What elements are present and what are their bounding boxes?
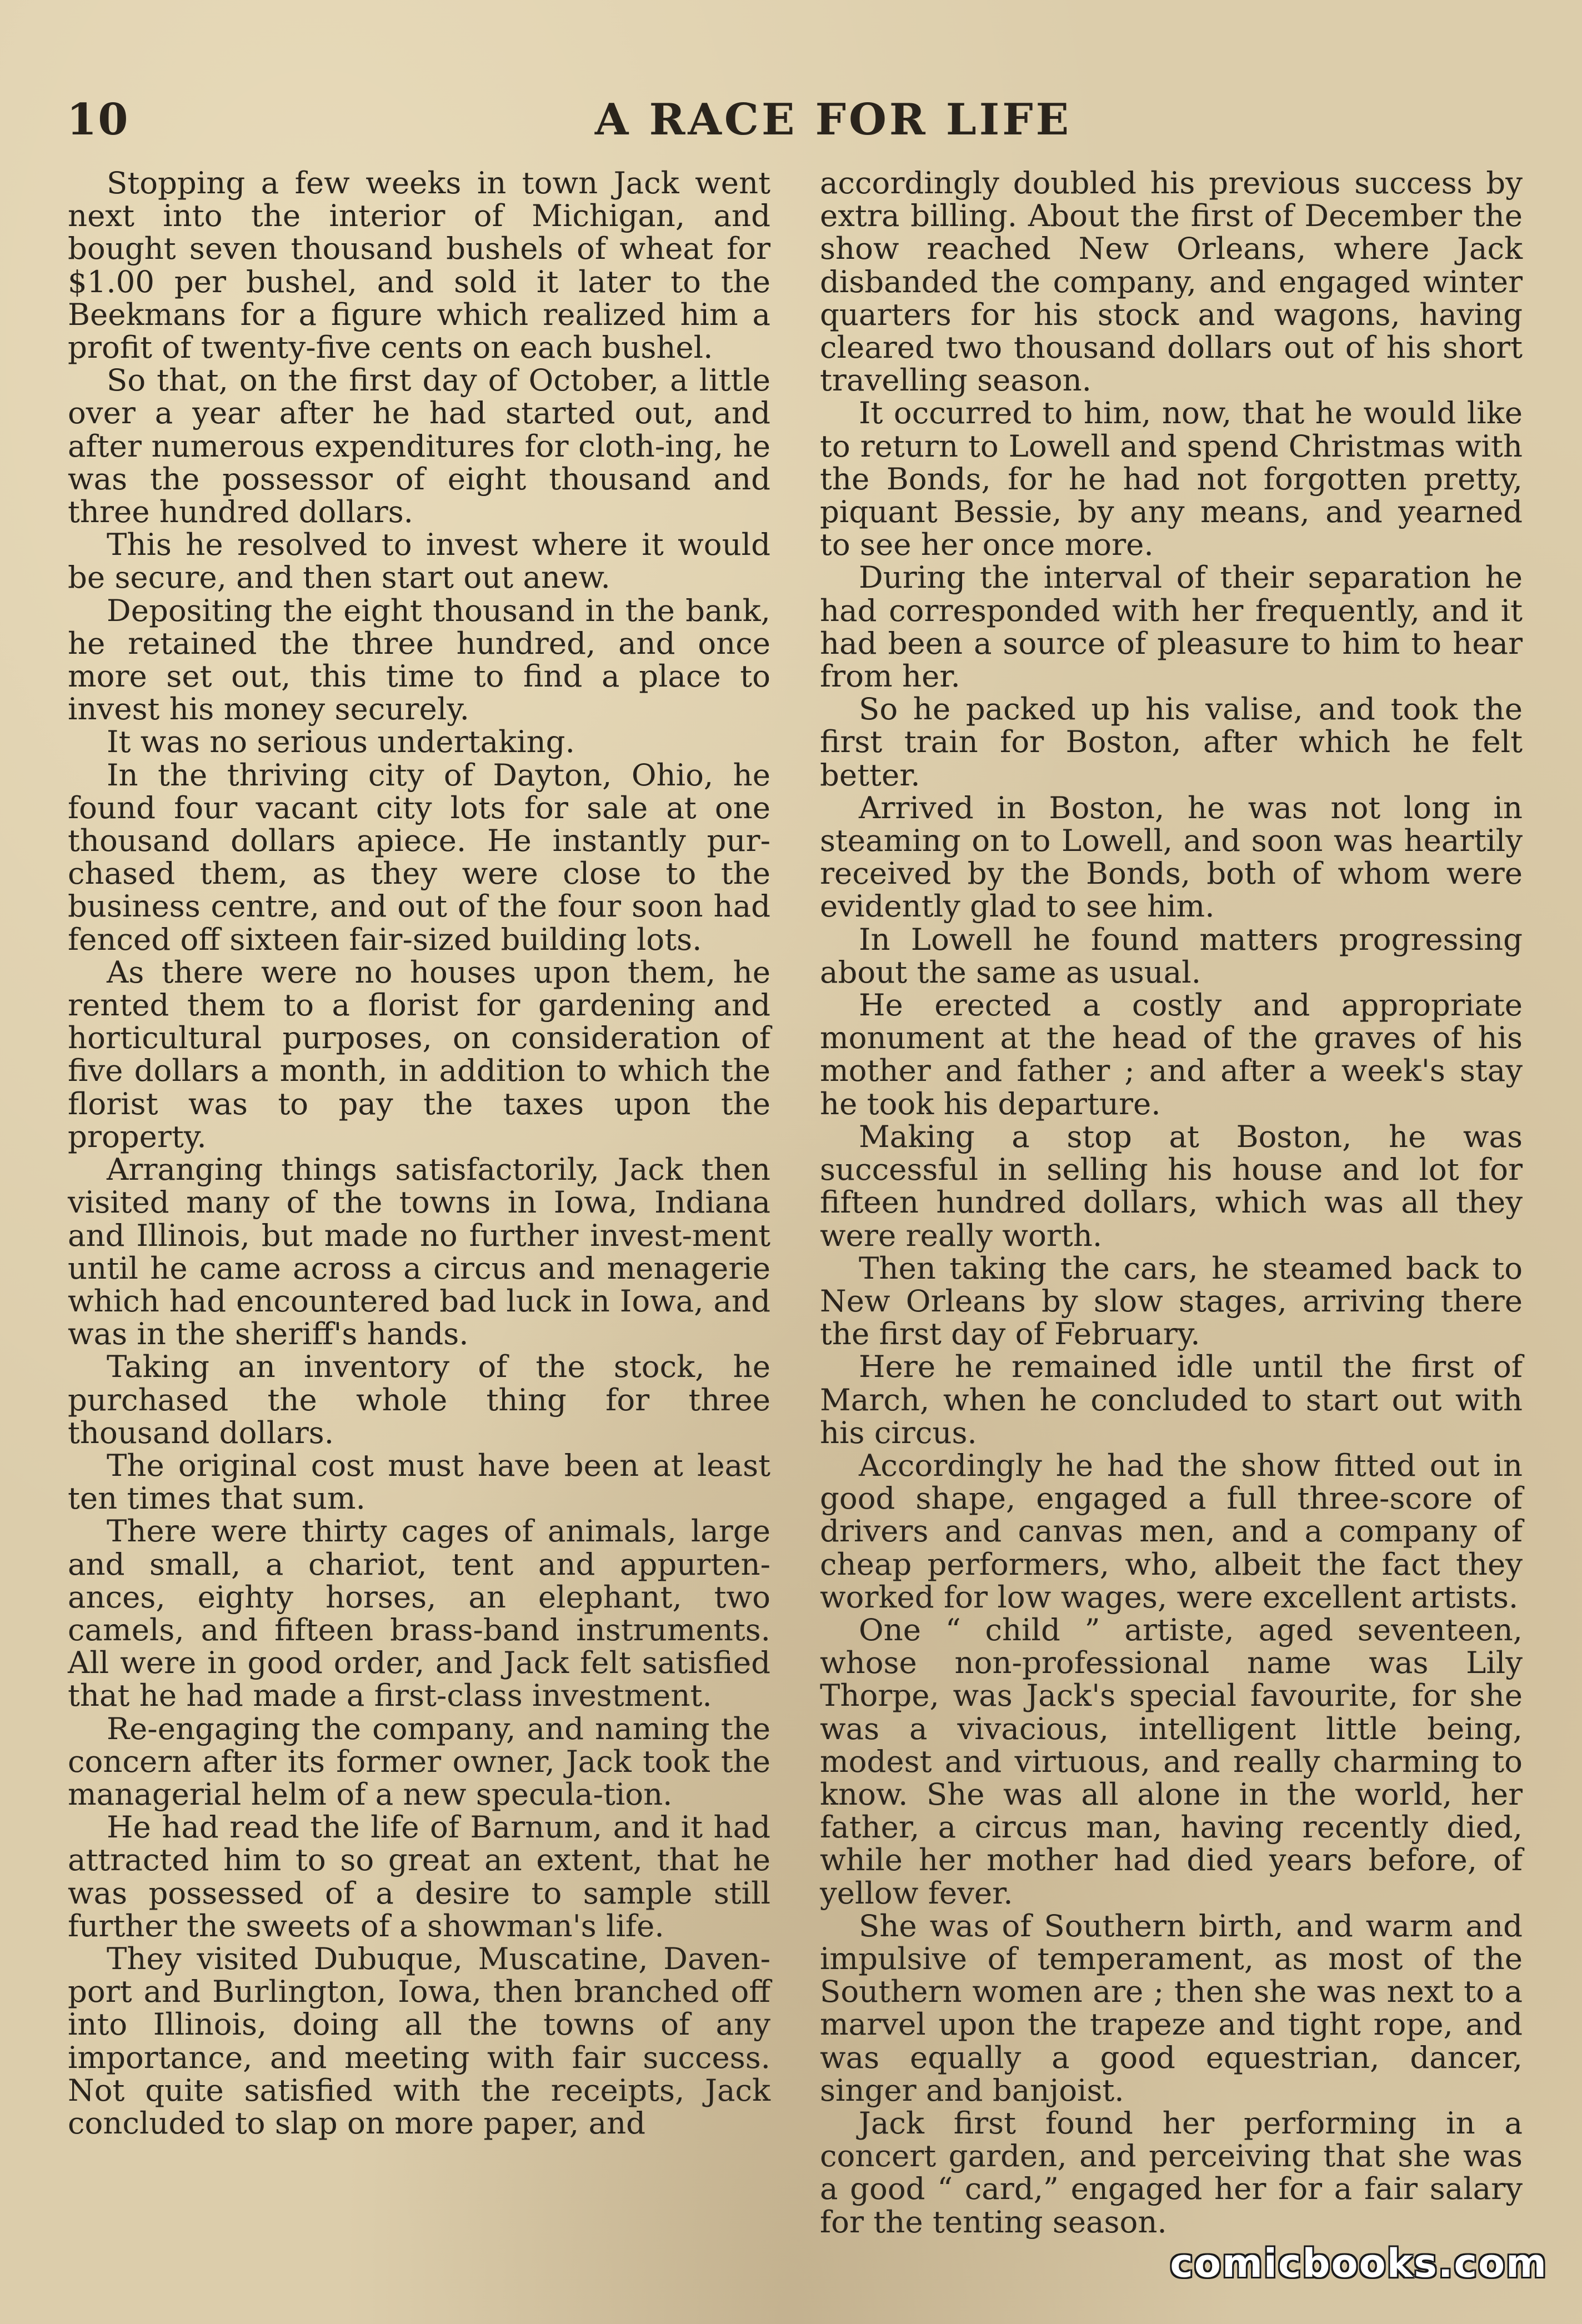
paragraph: This he resolved to invest where it would be secure, and then start out anew. (68, 527, 770, 595)
paragraph: Stopping a few weeks in town Jack went next into the interior of Michigan, and bought seven thousand bushels of wheat for $1.00 per bushel, and sold it later to the Beekmans for a figure which realized him a profit of twenty-five cents on each bushel. (68, 165, 770, 365)
paragraph: Jack first found her performing in a concert garden, and perceiving that she was a good “ card,” engaged her for a fair salary for the tenting season. (820, 2105, 1523, 2240)
paragraph: Then taking the cars, he steamed back to New Orleans by slow stages, arriving there the first day of February. (820, 1250, 1523, 1352)
paragraph: It occurred to him, now, that he would like to return to Lowell and spend Christmas with the Bonds, for he had not forgotten pretty, piquant Bessie, by any means, and yearned to see her once more. (820, 395, 1523, 563)
paragraph: One “ child ” artiste, aged seventeen, whose non-professional name was Lily Thorpe, was Jack's special favourite, for she was a vivacious, intelligent little being, modest and virtuous, and really charming to know. She was all alone in the world, her father, a circus man, having recently died, while her mother had died years before, of yellow fever. (820, 1611, 1523, 1911)
paragraph: In Lowell he found matters progressing about the same as usual. (820, 921, 1523, 990)
paragraph: Here he remained idle until the first of March, when he concluded to start out with his circus. (820, 1349, 1523, 1450)
paragraph: They visited Dubuque, Muscatine, Daven-port and Burlington, Iowa, then branched off into Illinois, doing all the towns of any importance, and meeting with fair success. Not quite satisfied with the receipts, Jack concluded to slap on more paper, and (68, 1940, 770, 2141)
paragraph: Re-engaging the company, and naming the concern after its former owner, Jack took the managerial helm of a new specula-tion. (68, 1710, 770, 1812)
paragraph: He erected a costly and appropriate monument at the head of the graves of his mother and father ; and after a week's stay he took his departure. (820, 987, 1523, 1121)
running-title: A RACE FOR LIFE (594, 94, 1072, 145)
paragraph: The original cost must have been at least ten times that sum. (68, 1447, 770, 1516)
page-number: 10 (67, 94, 129, 145)
paragraph: It was no serious undertaking. (107, 724, 575, 760)
paragraph: Arrived in Boston, he was not long in steaming on to Lowell, and soon was heartily received by the Bonds, both of whom were evidently glad to see him. (820, 789, 1523, 924)
paragraph: Depositing the eight thousand in the bank, he retained the three hundred, and once more set out, this time to find a place to invest his money securely. (68, 592, 770, 727)
page-header (67, 94, 1533, 156)
paragraph: Making a stop at Boston, he was successful in selling his house and lot for fifteen hundred dollars, which was all they were really worth. (820, 1118, 1523, 1253)
paragraph-continued: accordingly doubled his previous success by extra billing. About the first of December the show reached New Orleans, where Jack disbanded the company, and engaged winter quarters for his stock and wagons, having cleared two thousand dollars out of his short travelling season. (820, 165, 1523, 398)
paragraph: Accordingly he had the show fitted out in good shape, engaged a full three-score of drivers and canvas men, and a company of cheap performers, who, albeit the fact they worked for low wages, were excellent artists. (820, 1447, 1523, 1615)
paragraph: He had read the life of Barnum, and it had attracted him to so great an extent, that he was possessed of a desire to sample still further the sweets of a showman's life. (68, 1809, 770, 1944)
right-column (820, 167, 1523, 2238)
paragraph: Taking an inventory of the stock, he purchased the whole thing for three thousand dollars. (68, 1349, 770, 1450)
paragraph: As there were no houses upon them, he rented them to a florist for gardening and horticultural purposes, on consideration of five dollars a month, in addition to which the florist was to pay the taxes upon the property. (68, 954, 770, 1154)
site-watermark: comicbooks.com (1170, 2241, 1548, 2286)
paragraph: So that, on the first day of October, a little over a year after he had started out, and after numerous expenditures for cloth-ing, he was the possessor of eight thousand and three hundred dollars. (68, 362, 770, 530)
paragraph: There were thirty cages of animals, large and small, a chariot, tent and appurten-ances, eighty horses, an elephant, two camels, and fifteen brass-band instruments. All were in good order, and Jack felt satisfied that he had made a first-class investment. (68, 1513, 770, 1714)
paragraph: So he packed up his valise, and took the first train for Boston, after which he felt better. (820, 691, 1523, 793)
paragraph: During the interval of their separation he had corresponded with her frequently, and it had been a source of pleasure to him to hear from her. (820, 559, 1523, 694)
paragraph: Arranging things satisfactorily, Jack then visited many of the towns in Iowa, Indiana and Illinois, but made no further invest-ment until he came across a circus and menagerie which had encountered bad luck in Iowa, and was in the sheriff's hands. (68, 1151, 770, 1352)
paragraph: She was of Southern birth, and warm and impulsive of temperament, as most of the Southern women are ; then she was next to a marvel upon the trapeze and tight rope, and was equally a good equestrian, dancer, singer and banjoist. (820, 1907, 1523, 2108)
paragraph: In the thriving city of Dayton, Ohio, he found four vacant city lots for sale at one thousand dollars apiece. He instantly pur-chased them, as they were close to the business centre, and out of the four soon had fenced off sixteen fair-sized building lots. (68, 757, 770, 957)
left-column (68, 167, 770, 2140)
